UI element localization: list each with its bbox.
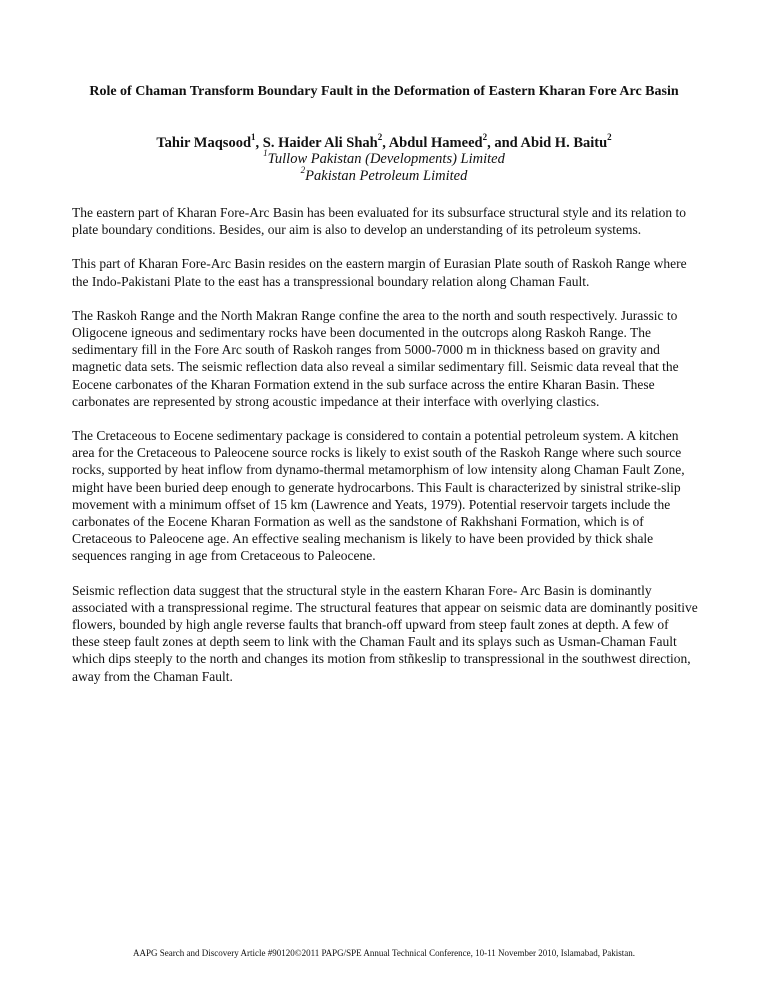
author-affiliation-mark: 2	[377, 132, 383, 143]
author-affiliation-mark: 2	[607, 132, 612, 143]
abstract-body	[72, 204, 698, 702]
affiliation-mark: 2	[300, 165, 306, 176]
author-name: S. Haider Ali Shah	[262, 135, 378, 151]
author-separator: , and	[487, 135, 521, 151]
page-footer: AAPG Search and Discovery Article #90120©2011 PAPG/SPE Annual Technical Conference, 10-11 November 2010, Islamabad, Pakistan.	[133, 948, 635, 958]
affiliation-2	[60, 165, 708, 185]
author-separator: ,	[255, 135, 263, 151]
affiliation-name: Pakistan Petroleum Limited	[305, 168, 468, 184]
affiliation-name: Tullow Pakistan (Developments) Limited	[267, 151, 505, 167]
paper-title: Role of Chaman Transform Boundary Fault in the Deformation of Eastern Kharan Fore Arc Basin	[89, 84, 679, 99]
author-line	[40, 132, 728, 152]
body-paragraph: The Raskoh Range and the North Makran Range confine the area to the north and south respectively. Jurassic to Oligocene igneous and sedimentary rocks have been documented in the outcrops along Raskoh Range. The sedimentary fill in the Fore Arc south of Raskoh ranges from 5000-7000 m in thickness based on gravity and magnetic data sets. The seismic reflection data also reveal a similar sedimentary fill. Seismic data reveal that the Eocene carbonates of the Kharan Formation extend in the sub surface across the entire Kharan Basin. These carbonates are represented by strong acoustic impedance at their interface with overlying clastics.	[72, 307, 679, 409]
author-affiliation-mark: 2	[482, 132, 488, 143]
author-name: Abid H. Baitu	[520, 135, 608, 151]
body-paragraph: This part of Kharan Fore-Arc Basin resides on the eastern margin of Eurasian Plate south of Raskoh Range where the Indo-Pakistani Plate to the east has a transpressional boundary relation along Chaman Fault.	[72, 256, 687, 289]
author-affiliation-mark: 1	[251, 132, 256, 143]
author-name: Tahir Maqsood	[156, 135, 252, 151]
body-paragraph: The Cretaceous to Eocene sedimentary package is considered to contain a potential petroleum system. A kitchen area for the Cretaceous to Paleocene source rocks is likely to exist south of the Raskoh Range where such source rocks, supported by heat inflow from dynamo-thermal metamorphism of low intensity along Chaman Fault Zone, might have been buried deep enough to generate hydrocarbons. This Fault is characterized by sinistral strike-slip movement with a minimum offset of 15 km (Lawrence and Yeats, 1979). Potential reservoir targets include the carbonates of the Eocene Kharan Formation as well as the sandstone of Rakhshani Formation, which is of Cretaceous to Paleocene age. An effective sealing mechanism is likely to have been provided by thick shale sequences ranging in age from Cretaceous to Paleocene.	[72, 428, 685, 564]
body-paragraph: The eastern part of Kharan Fore-Arc Basin has been evaluated for its subsurface structural style and its relation to plate boundary conditions. Besides, our aim is also to develop an understanding of its petroleum systems.	[72, 205, 687, 238]
body-paragraph: Seismic reflection data suggest that the structural style in the eastern Kharan Fore- Arc Basin is dominantly associated with a transpressional regime. The structural features that appear on seismic data are dominantly positive flowers, bounded by high angle reverse faults that branch-off upward from steep fault zones at depth. A few of these steep fault zones at depth seem to link with the Chaman Fault and its splays such as Usman-Chaman Fault which dips steeply to the north and changes its motion from stñkeslip to transpressional in the southwest direction, away from the Chaman Fault.	[72, 582, 698, 684]
author-name: Abdul Hameed	[388, 135, 483, 151]
affiliation-mark: 1	[263, 148, 268, 159]
affiliation-1	[60, 148, 708, 168]
author-separator: ,	[382, 135, 389, 151]
